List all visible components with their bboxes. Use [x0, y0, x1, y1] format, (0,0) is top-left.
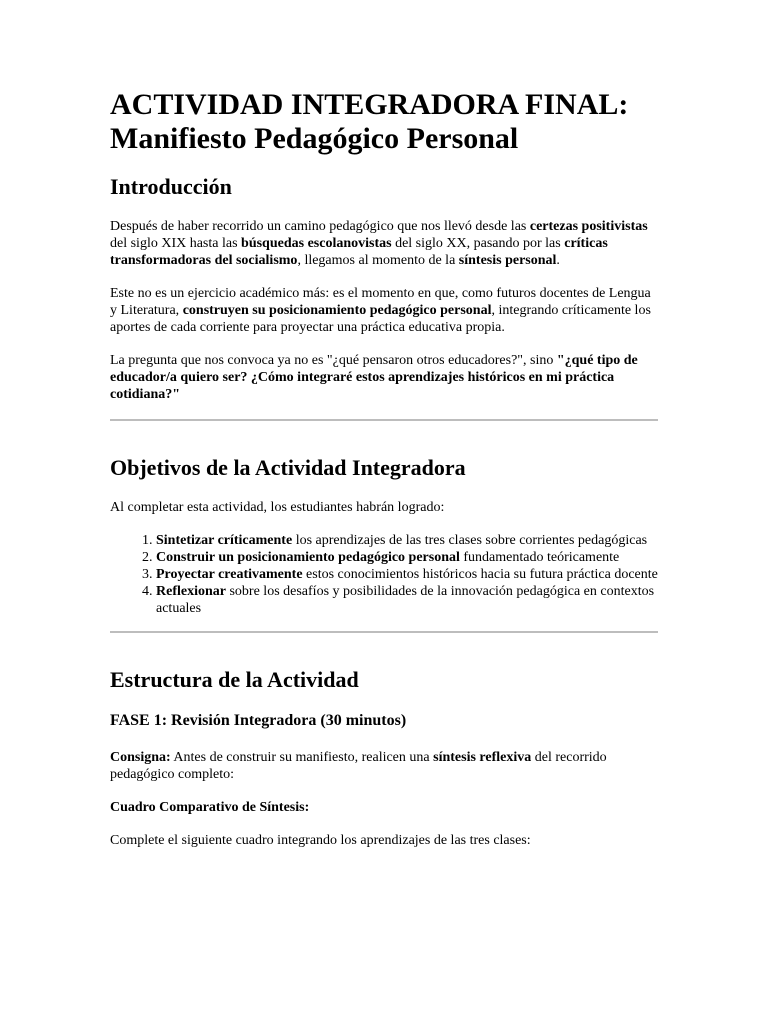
text-run: del siglo XX, pasando por las [391, 236, 565, 251]
intro-paragraph-2 [110, 285, 658, 336]
document-title [110, 88, 658, 156]
text-run: sobre los desafíos y posibilidades de la innovación pedagógica en contextos actuales [156, 584, 655, 616]
bold-text-run: Reflexionar [156, 584, 226, 599]
title-line-1: ACTIVIDAD INTEGRADORA FINAL: [110, 88, 629, 121]
bold-text-run: críticas transformadoras del socialismo [110, 236, 608, 268]
text-run: fundamentado teóricamente [459, 550, 620, 565]
bold-text-run: "¿qué tipo de educador/a quiero ser? ¿Cómo integraré estos aprendizajes históricos en mi práctica cotidiana?" [110, 353, 638, 402]
bold-text-run: búsquedas escolanovistas [241, 236, 392, 251]
text-run: del recorrido pedagógico completo: [110, 750, 607, 782]
bold-text-run: Proyectar creativamente [156, 567, 303, 582]
bold-text-run: Construir un posicionamiento pedagógico personal [156, 550, 460, 565]
title-line-2: Manifiesto Pedagógico Personal [110, 122, 519, 155]
text-run: La pregunta que nos convoca ya no es "¿qué pensaron otros educadores?", sino [110, 353, 557, 368]
table-instruction: Complete el siguiente cuadro integrando los aprendizajes de las tres clases: [110, 833, 531, 848]
consigna-paragraph [110, 749, 658, 783]
section-divider [110, 419, 658, 421]
text-run: estos conocimientos históricos hacia su futura práctica docente [302, 567, 658, 582]
objectives-heading: Objetivos de la Actividad Integradora [110, 455, 466, 480]
table-heading-text: Cuadro Comparativo de Síntesis: [110, 800, 310, 815]
bold-text-run: Consigna: [110, 750, 171, 765]
text-run: los aprendizajes de las tres clases sobre corrientes pedagógicas [292, 533, 648, 548]
text-run: Antes de construir su manifiesto, realicen una [170, 750, 434, 765]
intro-paragraph-3 [110, 352, 658, 403]
bold-text-run: certezas positivistas [529, 219, 648, 234]
text-run: , llegamos al momento de la [297, 253, 459, 268]
bold-text-run: Sintetizar críticamente [156, 533, 293, 548]
table-heading [110, 799, 658, 816]
phase-1-heading: FASE 1: Revisión Integradora (30 minutos) [110, 712, 407, 729]
intro-paragraph-1 [110, 218, 658, 269]
text-run: , integrando críticamente los aportes de cada corriente para proyectar una práctica educativa propia. [110, 303, 651, 335]
bold-text-run: síntesis personal [458, 253, 557, 268]
bold-text-run: construyen su posicionamiento pedagógico personal [182, 303, 492, 318]
bold-text-run: síntesis reflexiva [433, 750, 532, 765]
text-run: Este no es un ejercicio académico más: es el momento en que, como futuros docentes de Lengua y Literatura, [110, 286, 651, 318]
text-run: del siglo XIX hasta las [110, 236, 242, 251]
list-item [156, 549, 658, 566]
list-item [156, 532, 658, 549]
list-item [156, 583, 658, 617]
structure-heading: Estructura de la Actividad [110, 667, 359, 692]
objectives-list [110, 532, 658, 617]
text-run: . [556, 253, 560, 268]
text-run: Después de haber recorrido un camino pedagógico que nos llevó desde las [110, 219, 530, 234]
section-divider [110, 631, 658, 633]
list-item [156, 566, 658, 583]
objectives-lead: Al completar esta actividad, los estudiantes habrán logrado: [110, 500, 445, 515]
intro-heading: Introducción [110, 174, 232, 199]
